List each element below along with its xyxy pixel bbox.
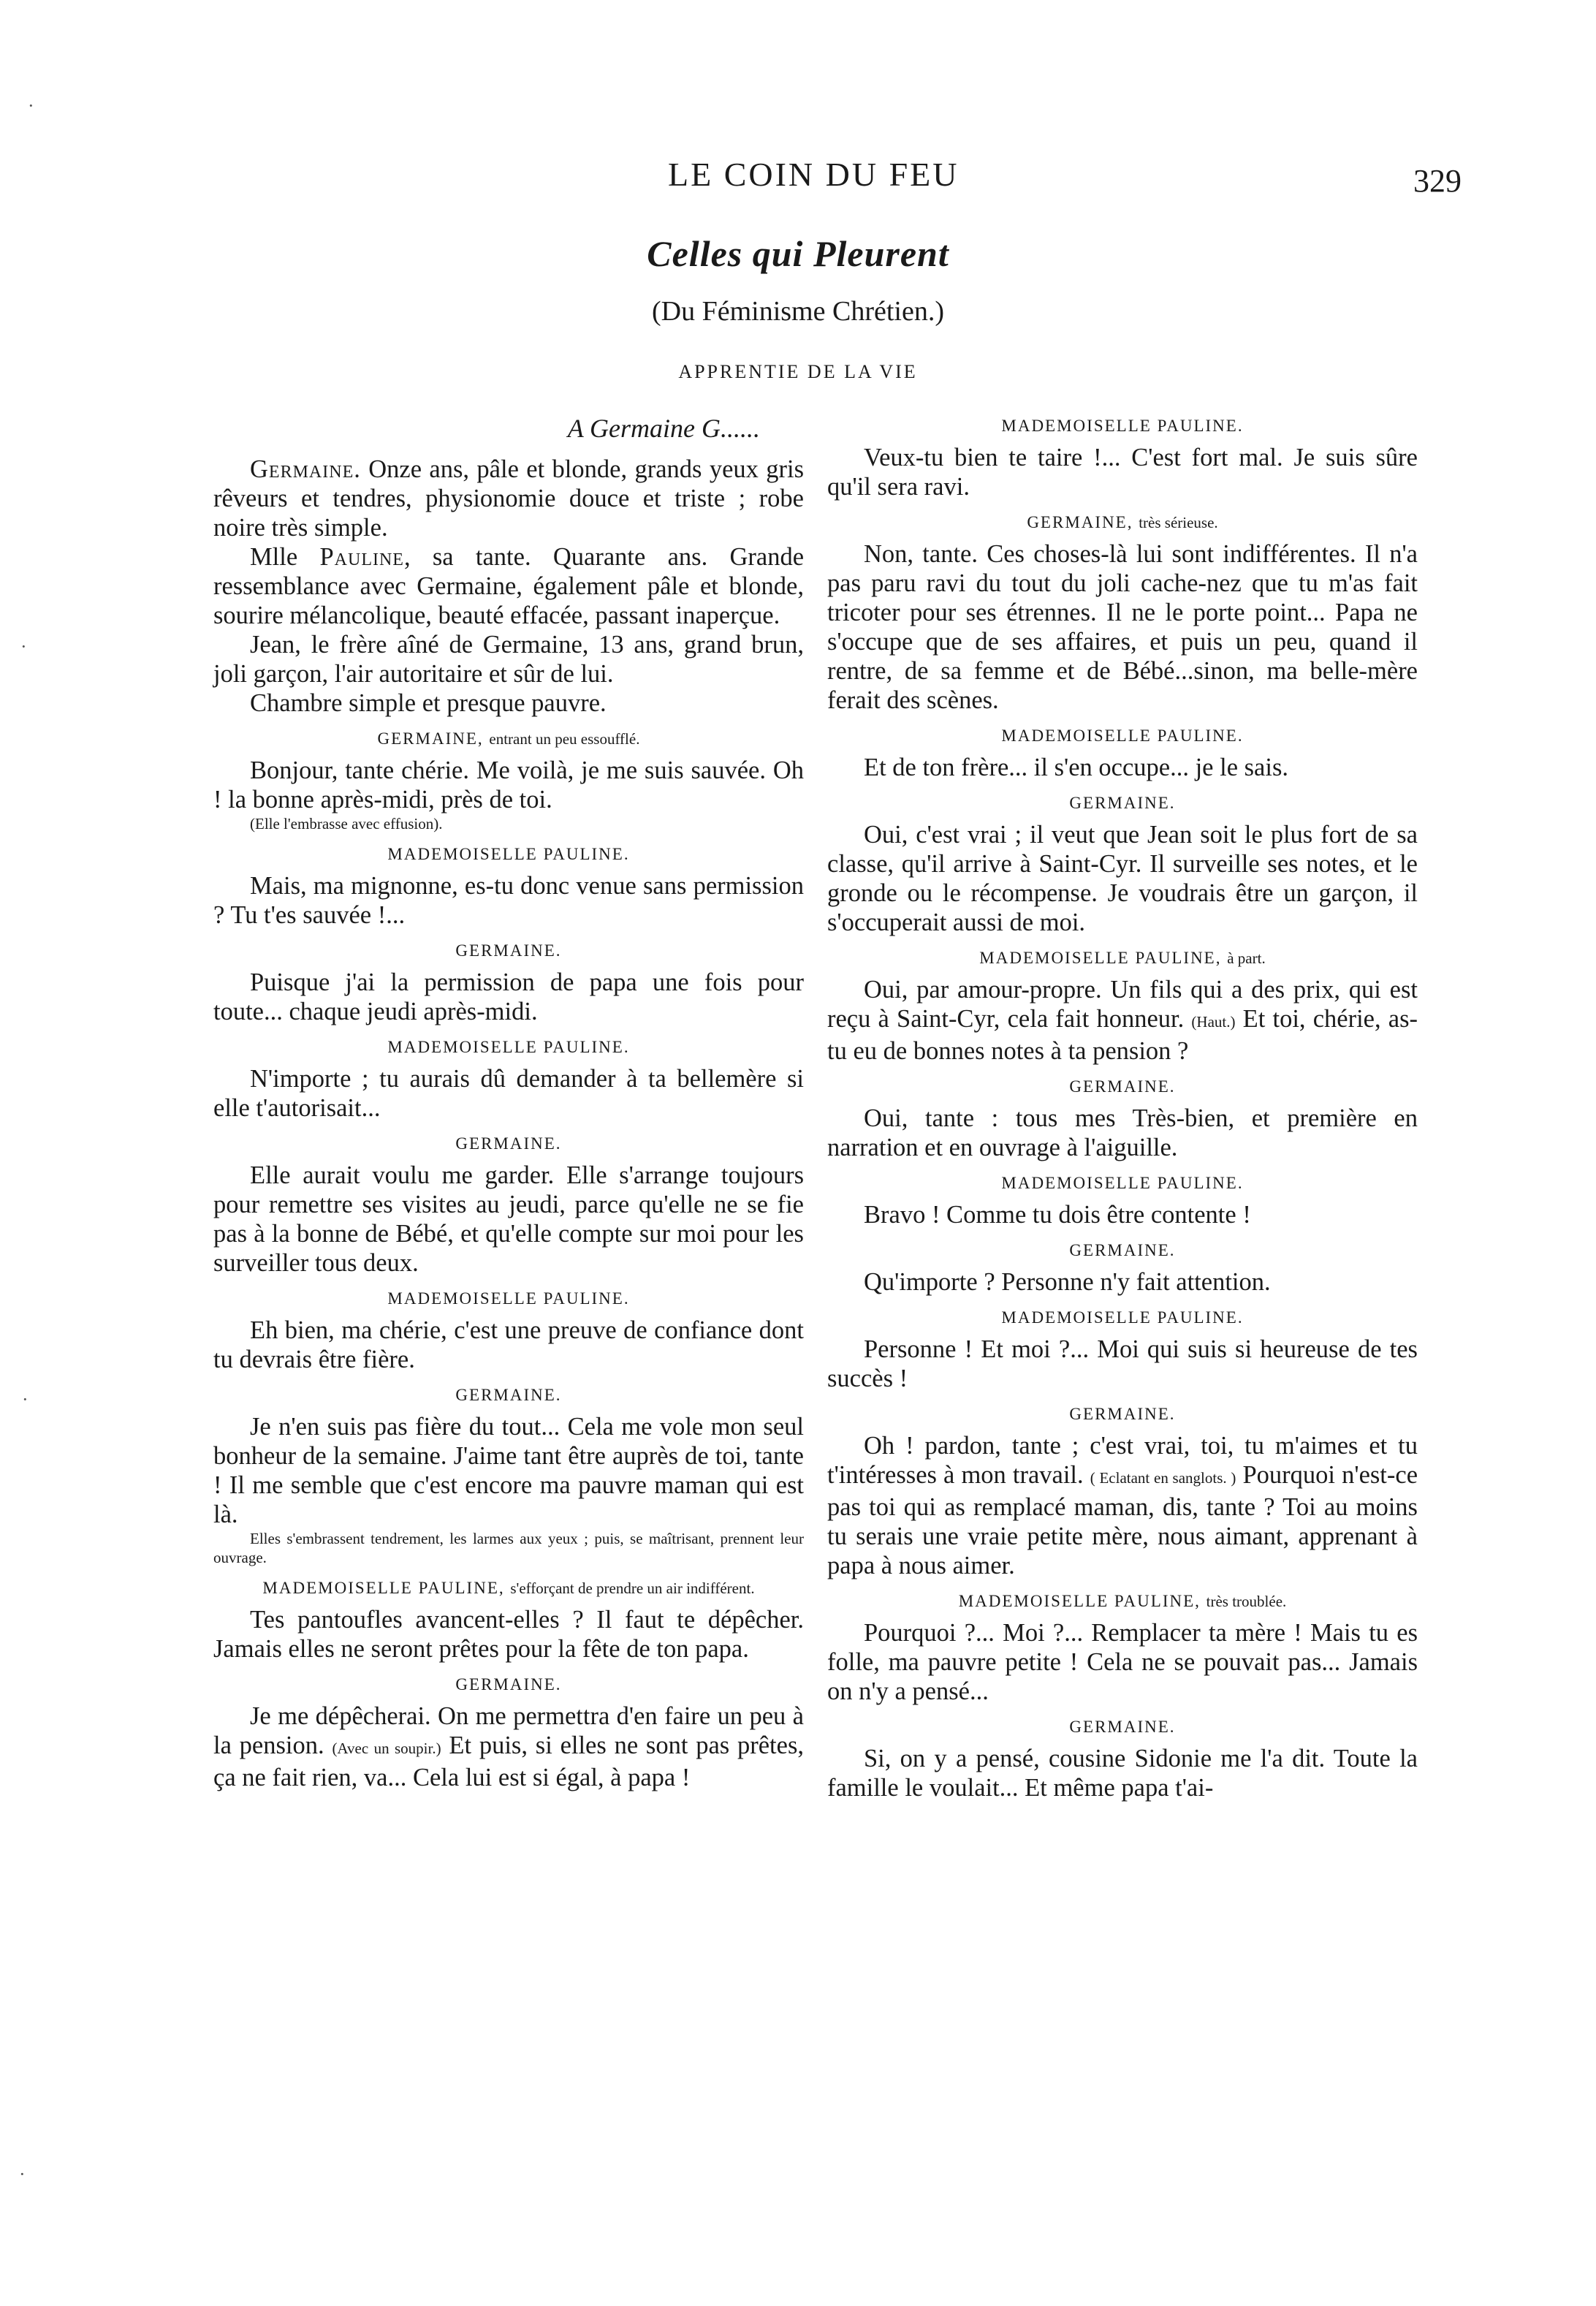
dialogue-text: Je me dépêcherai. On me permettra d'en faire un peu à la pension. bbox=[213, 1702, 804, 1759]
speaker-name: MADEMOISELLE PAULINE, bbox=[262, 1579, 505, 1597]
stage-direction: (Avec un soupir.) bbox=[332, 1740, 441, 1757]
dialogue-line: Bonjour, tante chérie. Me voilà, je me suis sauvée. Oh ! la bonne après-midi, près de toi. bbox=[213, 756, 804, 813]
dialogue-line: Et de ton frère... il s'en occupe... je le sais. bbox=[864, 754, 1289, 781]
speaker-label: GERMAINE. bbox=[1069, 1718, 1176, 1736]
dialogue-text: Pourquoi n'est-ce pas toi qui as remplacé maman, dis, tante ? Toi au moins tu serais une vraie petite mère, nous aimant, apprenant à papa à nous aimer. bbox=[827, 1461, 1418, 1579]
speaker-label: GERMAINE. bbox=[455, 1675, 562, 1694]
speaker-label bbox=[827, 512, 1418, 534]
cast-title: Mlle bbox=[250, 543, 298, 571]
setting: Chambre simple et presque pauvre. bbox=[250, 689, 607, 717]
page-number: 329 bbox=[1413, 163, 1462, 199]
dialogue-line: Oui, tante : tous mes Très-bien, et première en narration et en ouvrage à l'aiguille. bbox=[827, 1104, 1418, 1161]
speaker-label: GERMAINE. bbox=[1069, 794, 1176, 812]
speaker-label: GERMAINE. bbox=[455, 1386, 562, 1404]
dialogue-line: Mais, ma mignonne, es-tu donc venue sans permission ? Tu t'es sauvée !... bbox=[213, 872, 804, 929]
cast-description: Onze ans, pâle et blonde, grands yeux gris rêveurs et tendres, physionomie douce et triste ; robe noire très simple. bbox=[213, 455, 805, 542]
cast-germaine bbox=[213, 455, 804, 542]
speaker-label: GERMAINE. bbox=[455, 1134, 562, 1153]
speaker-label: MADEMOISELLE PAULINE. bbox=[387, 1289, 630, 1308]
cast-name: Pauline bbox=[319, 543, 404, 571]
dialogue-text: Et puis, si elles ne sont pas prêtes, ça ne fait rien, va... Cela lui est si égal, à papa ! bbox=[213, 1732, 805, 1791]
article-title: Celles qui Pleurent bbox=[647, 233, 949, 274]
dialogue-line bbox=[827, 1431, 1418, 1580]
speaker-label bbox=[213, 1577, 804, 1599]
dedication: A Germaine G...... bbox=[567, 414, 760, 443]
scan-speck: · bbox=[20, 636, 27, 657]
left-column bbox=[213, 409, 804, 1792]
stage-direction: (Haut.) bbox=[1191, 1013, 1236, 1031]
dialogue-line: Qu'importe ? Personne n'y fait attention. bbox=[864, 1268, 1271, 1296]
dialogue-line: Non, tante. Ces choses-là lui sont indifférentes. Il n'a pas paru ravi du tout du joli cache-nez que tu m'as fait tricoter pour ses étrennes. Il ne le porte point... Papa ne s'occupe que de ses affaires, et puis un peu, quand il rentre, de sa femme et de Bébé...sinon, ma belle-mère ferait des scènes. bbox=[827, 540, 1418, 714]
dialogue-text: Oh ! pardon, tante ; c'est vrai, toi, tu m'aimes et tu t'intéresses à mon travail. bbox=[827, 1432, 1418, 1489]
dialogue-line: Elle aurait voulu me garder. Elle s'arrange toujours pour remettre ses visites au jeudi, parce qu'elle ne se fie pas à la bonne de Bébé, et qu'elle compte sur moi pour les surveiller tous deux. bbox=[213, 1161, 804, 1277]
speaker-label: GERMAINE. bbox=[1069, 1077, 1176, 1096]
speaker-label: GERMAINE. bbox=[1069, 1405, 1176, 1423]
stage-direction: très troublée. bbox=[1206, 1593, 1287, 1610]
speaker-name: GERMAINE, bbox=[377, 729, 484, 748]
speaker-label: MADEMOISELLE PAULINE. bbox=[1001, 1174, 1244, 1192]
dialogue-line: Oui, c'est vrai ; il veut que Jean soit le plus fort de sa classe, qu'il arrive à Saint-Cyr. Il surveille ses notes, et le gronde ou le récompense. Je voudrais être un garçon, il s'occuperait aussi de moi. bbox=[827, 821, 1418, 936]
article-subtitle: (Du Féminisme Chrétien.) bbox=[652, 296, 944, 327]
stage-direction: entrant un peu essoufflé. bbox=[489, 730, 640, 748]
speaker-label: GERMAINE. bbox=[1069, 1241, 1176, 1259]
dialogue-line bbox=[827, 975, 1418, 1066]
speaker-label: MADEMOISELLE PAULINE. bbox=[1001, 1308, 1244, 1327]
scan-speck: · bbox=[22, 1389, 28, 1410]
speaker-label: MADEMOISELLE PAULINE. bbox=[387, 845, 630, 863]
speaker-label bbox=[827, 1590, 1418, 1612]
cast-description: , sa tante. Quarante ans. Grande ressemblance avec Germaine, également pâle et blonde, sourire mélancolique, beauté effacée, passant inaperçue. bbox=[213, 543, 805, 629]
dialogue-line bbox=[213, 1702, 804, 1792]
speaker-label: GERMAINE. bbox=[455, 941, 562, 960]
stage-direction: Elles s'embrassent tendrement, les larmes aux yeux ; puis, se maîtrisant, prennent leur ouvrage. bbox=[213, 1530, 804, 1566]
dialogue-line: Puisque j'ai la permission de papa une fois pour toute... chaque jeudi après-midi. bbox=[213, 968, 804, 1025]
dialogue-line: Je n'en suis pas fière du tout... Cela me vole mon seul bonheur de la semaine. J'aime tant être auprès de toi, tante ! Il me semble que c'est encore ma pauvre maman qui est là. bbox=[213, 1413, 804, 1528]
dialogue-line: N'importe ; tu aurais dû demander à ta bellemère si elle t'autorisait... bbox=[213, 1065, 804, 1122]
speaker-label: MADEMOISELLE PAULINE. bbox=[1001, 727, 1244, 745]
speaker-label: MADEMOISELLE PAULINE. bbox=[1001, 417, 1244, 435]
dialogue-line: Si, on y a pensé, cousine Sidonie me l'a dit. Toute la famille le voulait... Et même papa t'ai- bbox=[827, 1745, 1418, 1802]
speaker-name: MADEMOISELLE PAULINE, bbox=[958, 1592, 1201, 1610]
dialogue-line: Eh bien, ma chérie, c'est une preuve de confiance dont tu devrais être fière. bbox=[213, 1316, 804, 1373]
stage-direction: à part. bbox=[1227, 949, 1266, 967]
running-title: LE COIN DU FEU bbox=[668, 156, 960, 193]
dialogue-line: Personne ! Et moi ?... Moi qui suis si heureuse de tes succès ! bbox=[827, 1335, 1418, 1392]
stage-direction: ( Eclatant en sanglots. ) bbox=[1090, 1469, 1236, 1487]
speaker-label bbox=[827, 947, 1418, 969]
cast-pauline bbox=[213, 542, 804, 630]
running-head bbox=[0, 155, 1596, 199]
scan-speck: · bbox=[28, 95, 34, 116]
speaker-label: MADEMOISELLE PAULINE. bbox=[387, 1038, 630, 1056]
right-column bbox=[827, 409, 1418, 1802]
stage-direction: (Elle l'embrasse avec effusion). bbox=[250, 815, 443, 832]
dialogue-line: Pourquoi ?... Moi ?... Remplacer ta mère ! Mais tu es folle, ma pauvre petite ! Cela ne se pouvait pas... Jamais on n'y a pensé... bbox=[827, 1619, 1418, 1705]
scan-speck: · bbox=[19, 2163, 26, 2185]
speaker-name: GERMAINE, bbox=[1027, 513, 1133, 531]
dialogue-text: Et toi, chérie, as-tu eu de bonnes notes à ta pension ? bbox=[827, 1005, 1418, 1065]
dialogue-text: Oui, par amour-propre. Un fils qui a des prix, qui est reçu à Saint-Cyr, cela fait honneur. bbox=[827, 976, 1418, 1033]
section-heading: APPRENTIE DE LA VIE bbox=[678, 361, 918, 382]
stage-direction: très sérieuse. bbox=[1139, 514, 1218, 531]
stage-direction: s'efforçant de prendre un air indifférent. bbox=[510, 1579, 755, 1597]
dialogue-line: Bravo ! Comme tu dois être contente ! bbox=[864, 1201, 1251, 1229]
cast-jean: Jean, le frère aîné de Germaine, 13 ans, grand brun, joli garçon, l'air autoritaire et sûr de lui. bbox=[213, 631, 804, 688]
speaker-name: MADEMOISELLE PAULINE, bbox=[979, 949, 1222, 967]
cast-name: Germaine. bbox=[250, 455, 361, 483]
dialogue-line: Veux-tu bien te taire !... C'est fort mal. Je suis sûre qu'il sera ravi. bbox=[827, 444, 1418, 501]
speaker-label bbox=[213, 728, 804, 750]
dialogue-line: Tes pantoufles avancent-elles ? Il faut te dépêcher. Jamais elles ne seront prêtes pour la fête de ton papa. bbox=[213, 1606, 804, 1663]
